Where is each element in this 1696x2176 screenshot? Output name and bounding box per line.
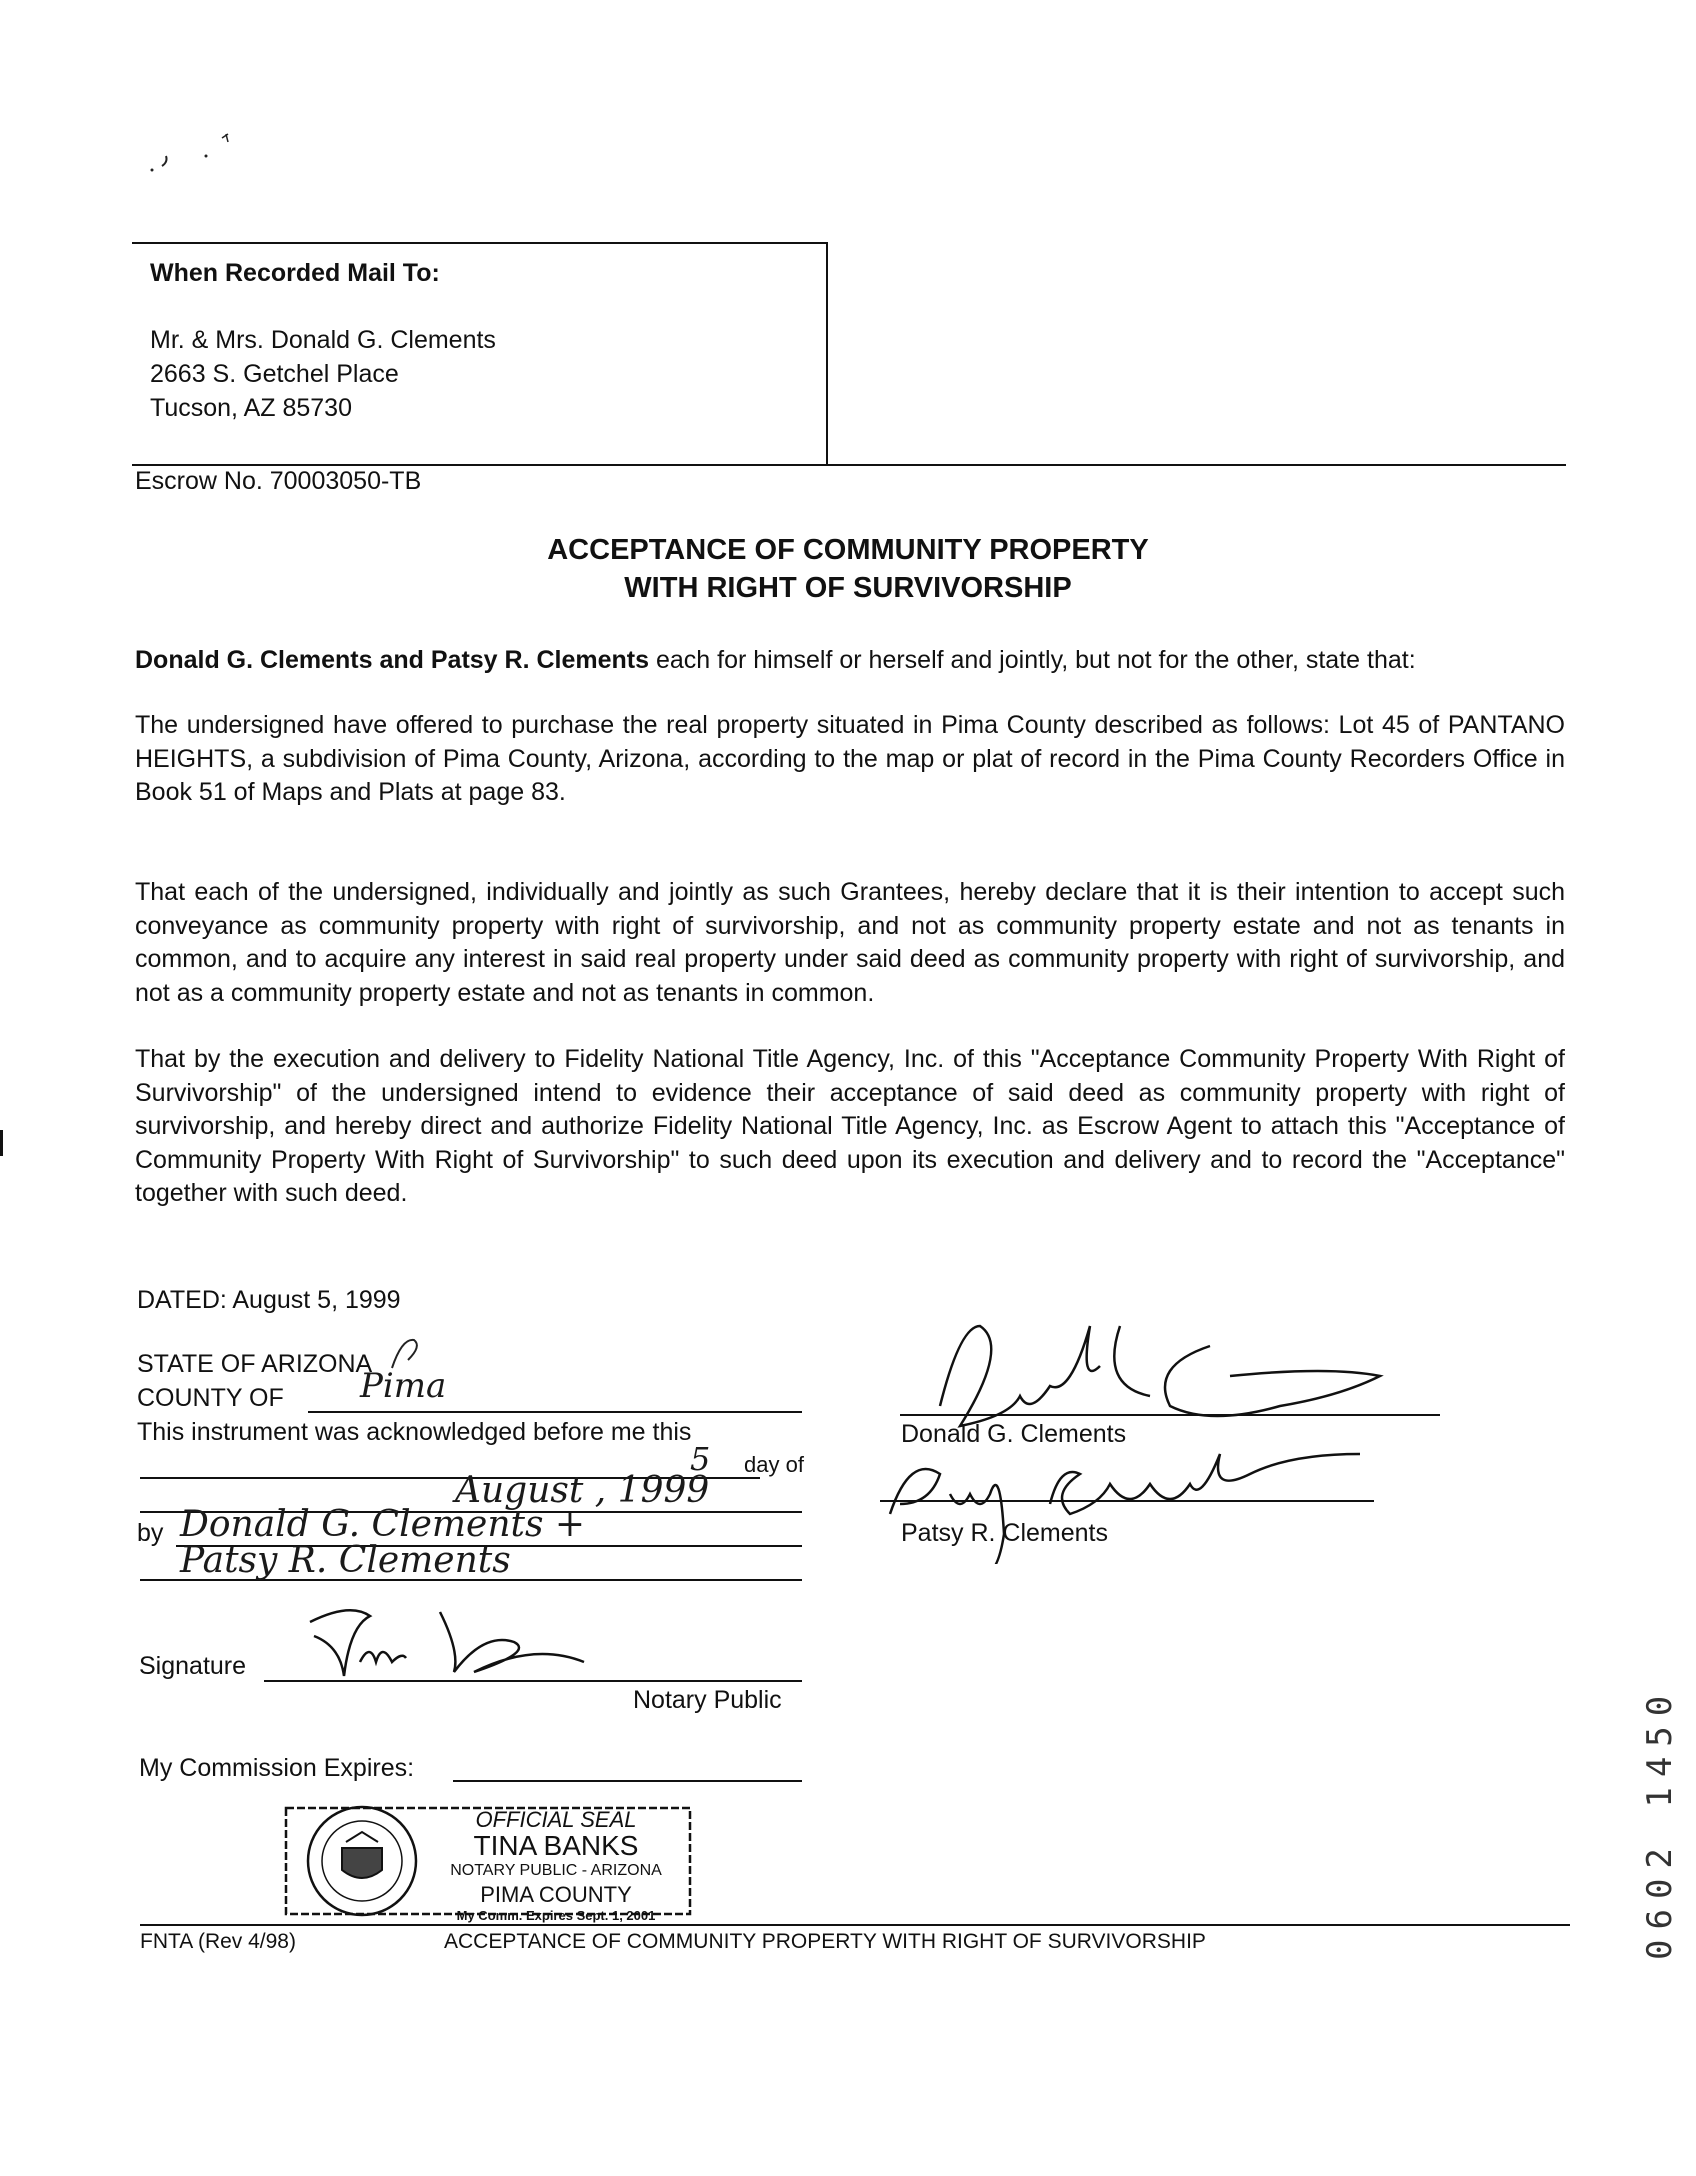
seal-line-5: My Comm. Expires Sept. 1, 2001 — [456, 1908, 656, 1923]
seal-line-3: NOTARY PUBLIC - ARIZONA — [450, 1862, 662, 1879]
property-paragraph: The undersigned have offered to purchase the real property situated in Pima County described as follows: Lot 45 of PANTANO HEIGHTS, a subdivision of Pima County, Arizona, according to the map or plat of record in the Pima County Recorders Office in Book 51 of Maps and Plats at page 83. — [135, 711, 1565, 806]
seal-text-block — [426, 1808, 686, 1924]
intro-statement — [135, 643, 1575, 677]
stray-marks — [140, 120, 240, 180]
day-of-label: day of — [744, 1452, 804, 1477]
state-seal-icon — [308, 1810, 416, 1918]
escrow-number: Escrow No. 70003050-TB — [135, 467, 422, 495]
county-flourish-drawing — [388, 1334, 428, 1374]
official-seal-stamp — [280, 1800, 696, 1922]
acknowledged-text: This instrument was acknowledged before me this — [137, 1418, 692, 1446]
footer-rule — [140, 1924, 1570, 1926]
notary-public-label: Notary Public — [633, 1686, 782, 1714]
by-handwritten-2: Patsy R. Clements — [180, 1540, 511, 1581]
mail-to-line-3: Tucson, AZ 85730 — [150, 394, 352, 422]
grantee-names: Donald G. Clements and Patsy R. Clements — [135, 646, 650, 674]
county-line — [308, 1411, 802, 1413]
footer-title: ACCEPTANCE OF COMMUNITY PROPERTY WITH RIGHT OF SURVIVORSHIP — [444, 1930, 1206, 1953]
seal-line-4: PIMA COUNTY — [480, 1882, 632, 1907]
notary-signature — [290, 1592, 670, 1692]
delivery-section — [135, 1043, 1565, 1211]
signer-1-name: Donald G. Clements — [901, 1420, 1127, 1448]
intent-paragraph: That each of the undersigned, individually and jointly as such Grantees, hereby declare that it is their intention to accept such conveyance as community property with right of survivorship, and not as community property estate and not as tenants in common, and to acquire any interest in said real property under said deed as community property with right of survivorship, and not as a community property estate and not as tenants in common. — [135, 878, 1565, 1007]
mail-to-box — [132, 242, 828, 466]
notary-signature-drawing — [290, 1592, 670, 1692]
document-title-line-2: WITH RIGHT OF SURVIVORSHIP — [624, 572, 1072, 604]
delivery-paragraph: That by the execution and delivery to Fidelity National Title Agency, Inc. of this "Acceptance Community Property With Right of Survivorship" of the undersigned intend to evidence their acceptance of said deed as community property with right of survivorship, and hereby direct and authorize Fidelity National Title Agency, Inc. as Escrow Agent to attach this "Acceptance of Community Property With Right of Survivorship" to such deed upon its execution and delivery and to record the "Acceptance" together with such deed. — [135, 1045, 1565, 1207]
state-label: STATE OF ARIZONA — [137, 1350, 373, 1378]
county-flourish — [388, 1334, 428, 1379]
by-handwritten-1: Donald G. Clements + — [180, 1504, 586, 1545]
month-year-handwritten: August , 1999 — [455, 1470, 710, 1511]
margin-mark — [0, 1130, 3, 1156]
recorder-side-code-text: 0602 1450 — [1640, 1685, 1680, 1960]
by-label: by — [137, 1519, 164, 1547]
dated-line: DATED: August 5, 1999 — [137, 1286, 401, 1314]
stray-marks-drawing — [140, 120, 240, 180]
signer-2-name: Patsy R. Clements — [901, 1519, 1109, 1547]
mail-to-label: When Recorded Mail To: — [150, 259, 440, 287]
county-handwritten: Pima — [360, 1366, 447, 1406]
commission-line — [453, 1780, 802, 1782]
commission-label: My Commission Expires: — [139, 1754, 415, 1782]
property-description — [135, 709, 1565, 810]
document-title-line-1: ACCEPTANCE OF COMMUNITY PROPERTY — [547, 534, 1149, 566]
county-label: COUNTY OF — [137, 1384, 284, 1412]
day-handwritten: 5 — [690, 1440, 711, 1478]
mail-to-line-1: Mr. & Mrs. Donald G. Clements — [150, 326, 496, 354]
signature-label: Signature — [139, 1652, 247, 1680]
footer-form-code: FNTA (Rev 4/98) — [140, 1930, 296, 1953]
recorder-side-code — [1640, 1590, 1680, 1970]
seal-line-1: OFFICIAL SEAL — [475, 1807, 637, 1832]
intro-rest: each for himself or herself and jointly, but not for the other, state that: — [649, 646, 1416, 674]
mail-to-line-2: 2663 S. Getchel Place — [150, 360, 399, 388]
seal-line-2: TINA BANKS — [473, 1830, 639, 1861]
intent-section — [135, 876, 1565, 1010]
